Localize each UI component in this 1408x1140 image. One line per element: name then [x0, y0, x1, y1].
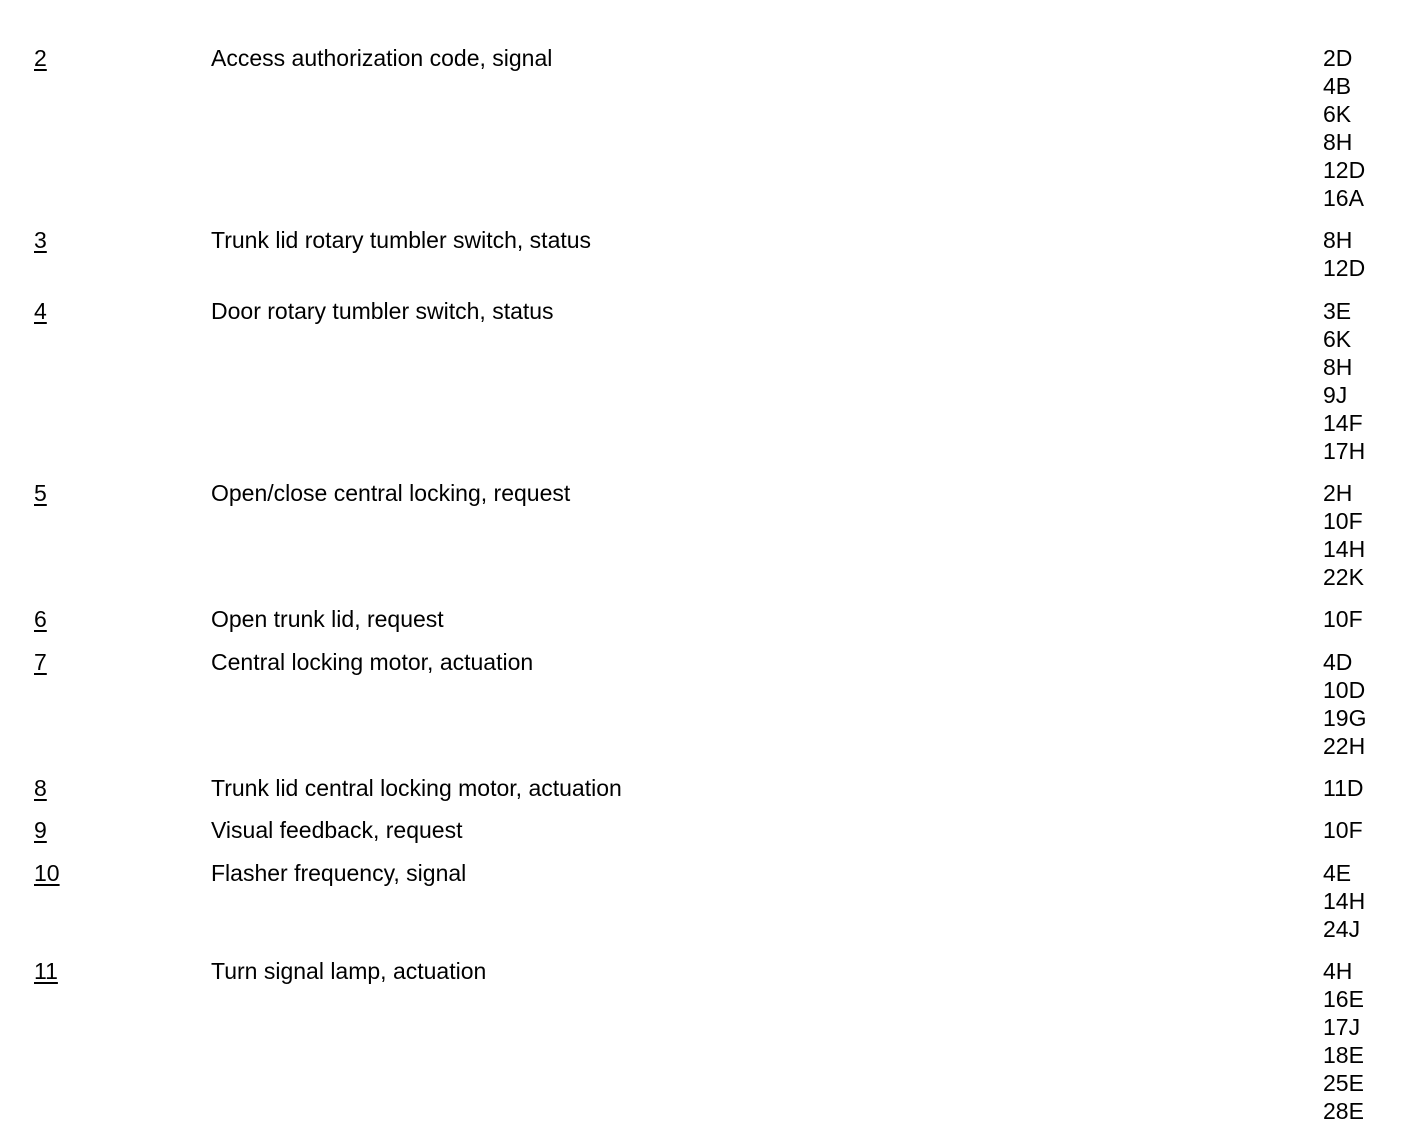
grid-reference: 17J	[1323, 1014, 1361, 1040]
grid-reference: 4D	[1323, 649, 1353, 675]
grid-reference: 6K	[1323, 326, 1352, 352]
signal-number-link[interactable]: 3	[34, 227, 47, 253]
grid-reference: 8H	[1323, 354, 1353, 380]
grid-reference-list	[1323, 859, 1365, 943]
signal-description: Flasher frequency, signal	[211, 860, 467, 886]
grid-reference: 8H	[1323, 227, 1353, 253]
signal-description: Central locking motor, actuation	[211, 649, 534, 675]
grid-reference: 14H	[1323, 888, 1366, 914]
signal-number-link[interactable]: 8	[34, 775, 47, 801]
grid-reference: 12D	[1323, 157, 1366, 183]
signal-description: Open trunk lid, request	[211, 606, 444, 632]
grid-reference: 11D	[1323, 775, 1364, 801]
grid-reference: 16A	[1323, 185, 1364, 211]
grid-reference-list	[1323, 774, 1364, 802]
grid-reference-list	[1323, 44, 1365, 212]
grid-reference: 4H	[1323, 958, 1353, 984]
grid-reference: 10F	[1323, 606, 1363, 632]
grid-reference: 14F	[1323, 410, 1363, 436]
grid-reference-list	[1323, 957, 1364, 1125]
signal-number-link[interactable]: 4	[34, 298, 47, 324]
signal-number-link[interactable]: 10	[34, 860, 60, 886]
signal-number-link[interactable]: 9	[34, 817, 47, 843]
grid-reference: 28E	[1323, 1098, 1364, 1124]
grid-reference: 3E	[1323, 298, 1352, 324]
grid-reference: 4E	[1323, 860, 1352, 886]
signal-number-link[interactable]: 7	[34, 649, 47, 675]
signal-description: Open/close central locking, request	[211, 480, 571, 506]
signal-number-link[interactable]: 11	[34, 958, 58, 984]
signal-description: Trunk lid rotary tumbler switch, status	[211, 227, 592, 253]
grid-reference: 2H	[1323, 480, 1353, 506]
grid-reference: 22K	[1323, 564, 1364, 590]
signal-description: Access authorization code, signal	[211, 45, 553, 71]
grid-reference: 18E	[1323, 1042, 1364, 1068]
signal-description: Turn signal lamp, actuation	[211, 958, 487, 984]
grid-reference-list	[1323, 816, 1363, 844]
grid-reference: 25E	[1323, 1070, 1364, 1096]
grid-reference: 2D	[1323, 45, 1353, 71]
grid-reference-list	[1323, 479, 1365, 591]
grid-reference: 12D	[1323, 255, 1366, 281]
signal-description: Trunk lid central locking motor, actuation	[211, 775, 622, 801]
grid-reference-list	[1323, 297, 1365, 465]
grid-reference: 24J	[1323, 916, 1361, 942]
grid-reference: 10F	[1323, 817, 1363, 843]
signal-number-link[interactable]: 5	[34, 480, 47, 506]
signal-description: Visual feedback, request	[211, 817, 463, 843]
grid-reference-list	[1323, 605, 1363, 633]
signal-number-link[interactable]: 2	[34, 45, 47, 71]
grid-reference: 10D	[1323, 677, 1366, 703]
grid-reference: 17H	[1323, 438, 1366, 464]
grid-reference: 9J	[1323, 382, 1348, 408]
grid-reference: 4B	[1323, 73, 1352, 99]
grid-reference-list	[1323, 648, 1366, 760]
grid-reference-list	[1323, 226, 1365, 282]
grid-reference: 19G	[1323, 705, 1367, 731]
signal-number-link[interactable]: 6	[34, 606, 47, 632]
grid-reference: 22H	[1323, 733, 1366, 759]
grid-reference: 14H	[1323, 536, 1366, 562]
signal-description: Door rotary tumbler switch, status	[211, 298, 554, 324]
grid-reference: 10F	[1323, 508, 1363, 534]
grid-reference: 6K	[1323, 101, 1352, 127]
grid-reference: 8H	[1323, 129, 1353, 155]
grid-reference: 16E	[1323, 986, 1364, 1012]
